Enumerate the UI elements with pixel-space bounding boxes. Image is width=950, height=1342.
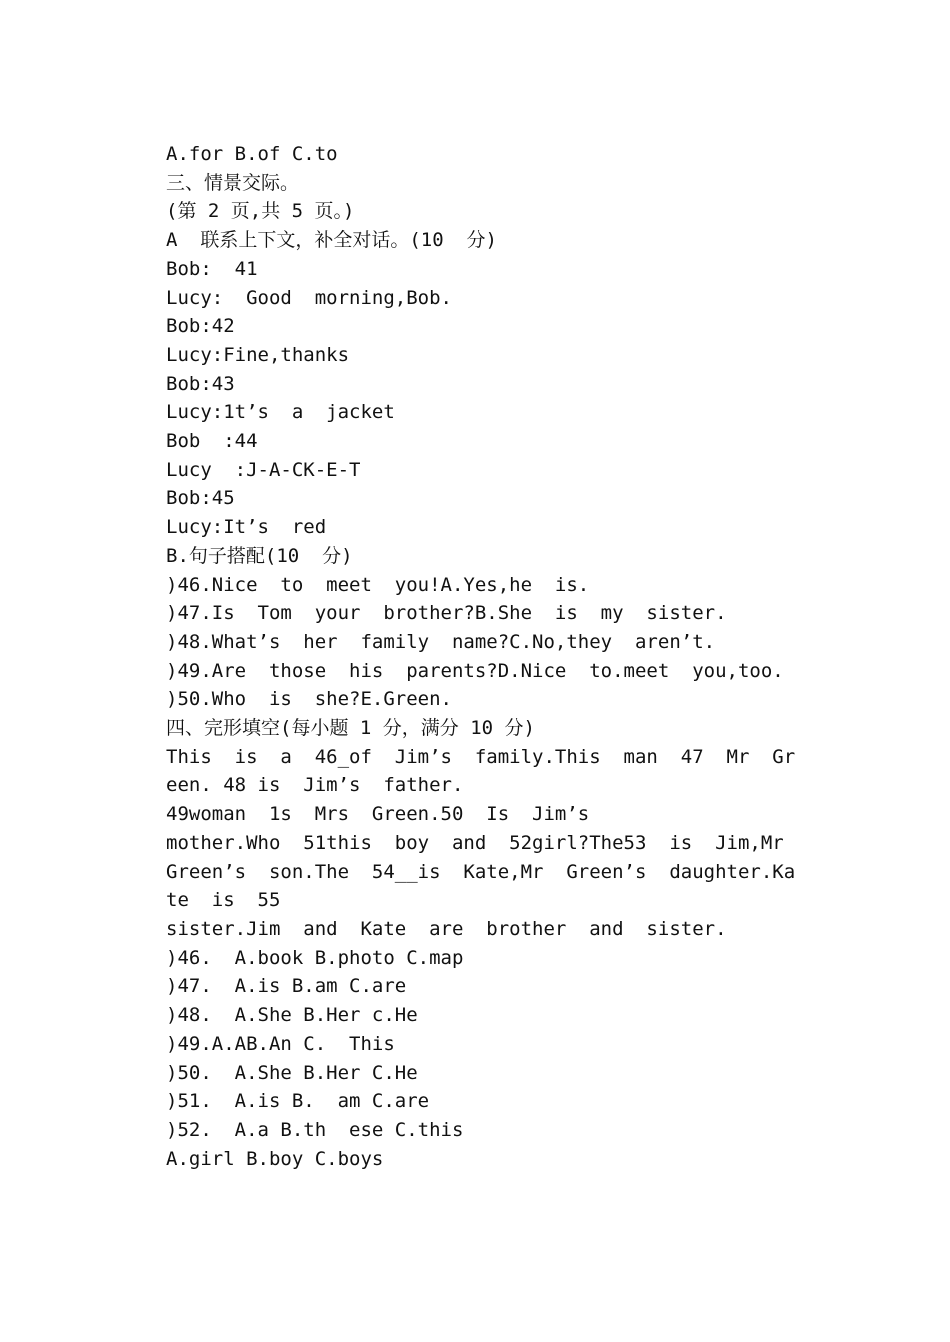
cloze-passage-line: Green’s son.The 54__is Kate,Mr Green’s daughter.Ka [166, 860, 796, 883]
cloze-passage-line: 49woman 1s Mrs Green.50 Is Jim’s [166, 803, 590, 826]
dialogue-line: Lucy:1t’s a jacket [166, 401, 395, 424]
section-heading: 三、情景交际。 [166, 171, 300, 194]
cloze-question: )52. A.a B.th ese C.this [166, 1118, 464, 1141]
cloze-question: )49.A.AB.An C. This [166, 1032, 395, 1055]
matching-item: )49.Are those his parents?D.Nice to.meet you,too. [166, 659, 784, 682]
cloze-passage-line: te is 55 [166, 889, 281, 912]
dialogue-line: Bob :44 [166, 430, 258, 453]
cloze-passage-line: This is a 46_of Jim’s family.This man 47 Mr Gr [166, 745, 796, 768]
document-body [166, 140, 796, 1173]
dialogue-line: Lucy:It’s red [166, 516, 327, 539]
matching-item: )50.Who is she?E.Green. [166, 688, 452, 711]
dialogue-line: Lucy :J-A-CK-E-T [166, 458, 361, 481]
dialogue-line: Lucy:Fine,thanks [166, 343, 350, 366]
cloze-question: A.girl B.boy C.boys [166, 1147, 384, 1170]
dialogue-line: Bob:43 [166, 372, 235, 395]
cloze-passage-line: een. 48 is Jim’s father. [166, 774, 464, 797]
matching-item: )47.Is Tom your brother?B.She is my sister. [166, 602, 727, 625]
dialogue-line: Bob: 41 [166, 257, 258, 280]
part-heading: B.句子搭配(10 分) [166, 544, 353, 567]
cloze-question: )51. A.is B. am C.are [166, 1090, 430, 1113]
cloze-question: )47. A.is B.am C.are [166, 975, 407, 998]
dialogue-line: Lucy: Good morning,Bob. [166, 286, 452, 309]
dialogue-line: Bob:45 [166, 487, 235, 510]
answer-options-line: A.for B.of C.to [166, 143, 338, 165]
matching-item: )46.Nice to meet you!A.Yes,he is. [166, 573, 590, 596]
matching-item: )48.What’s her family name?C.No,they aren’t. [166, 630, 716, 653]
cloze-question: )48. A.She B.Her c.He [166, 1004, 418, 1027]
cloze-question: )46. A.book B.photo C.map [166, 946, 464, 969]
page-number: (第 2 页,共 5 页。) [166, 200, 355, 223]
cloze-question: )50. A.She B.Her C.He [166, 1061, 418, 1084]
cloze-passage-line: sister.Jim and Kate are brother and sister. [166, 917, 727, 940]
cloze-passage-line: mother.Who 51this boy and 52girl?The53 is Jim,Mr [166, 831, 784, 854]
section-heading: 四、完形填空(每小题 1 分，满分 10 分) [166, 717, 535, 740]
part-heading: A 联系上下文，补全对话。(10 分) [166, 229, 497, 252]
dialogue-line: Bob:42 [166, 315, 235, 338]
